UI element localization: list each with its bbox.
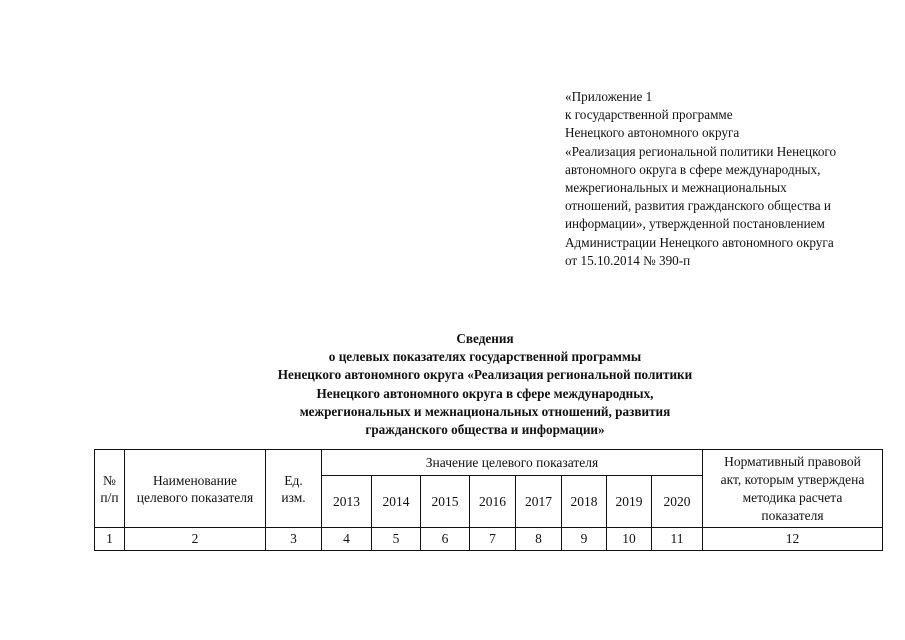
header-year: 2019 xyxy=(607,476,652,528)
appendix-line: «Приложение 1 xyxy=(565,89,653,104)
heading-line: межрегиональных и межнациональных отношений, развития xyxy=(299,403,671,419)
header-year: 2016 xyxy=(470,476,516,528)
header-year: 2015 xyxy=(421,476,470,528)
appendix-line: отношений, развития гражданского общества и xyxy=(565,198,831,214)
appendix-line: межрегиональных и межнациональных xyxy=(565,180,787,196)
header-year: 2017 xyxy=(516,476,562,528)
heading-line: Ненецкого автономного округа «Реализация региональной политики xyxy=(277,367,693,383)
heading-title: Сведения xyxy=(456,331,514,346)
header-number: № п/п xyxy=(95,450,125,528)
appendix-line: автономного округа в сфере международных, xyxy=(565,161,821,177)
appendix-line: от 15.10.2014 № 390-п xyxy=(565,252,691,268)
header-year: 2020 xyxy=(652,476,703,528)
header-legal-act: Нормативный правовой акт, которым утверждена методика расчета показателя xyxy=(703,450,883,528)
appendix-line: к государственной программе xyxy=(565,107,733,123)
column-number-cell: 8 xyxy=(516,528,562,551)
header-year: 2014 xyxy=(372,476,421,528)
indicators-table xyxy=(94,449,883,551)
heading-line: о целевых показателях государственной программы xyxy=(328,349,642,365)
header-value-group: Значение целевого показателя xyxy=(322,450,703,476)
column-number-cell: 1 xyxy=(95,528,125,551)
appendix-line: Ненецкого автономного округа xyxy=(565,125,740,141)
heading-line: гражданского общества и информации» xyxy=(365,422,605,438)
column-number-cell: 9 xyxy=(562,528,607,551)
column-number-cell: 5 xyxy=(372,528,421,551)
column-number-cell: 6 xyxy=(421,528,470,551)
header-unit: Ед. изм. xyxy=(266,450,322,528)
appendix-line: Администрации Ненецкого автономного округа xyxy=(565,234,834,250)
column-number-cell: 10 xyxy=(607,528,652,551)
header-indicator-name: Наименование целевого показателя xyxy=(125,450,266,528)
column-number-cell: 4 xyxy=(322,528,372,551)
column-number-cell: 11 xyxy=(652,528,703,551)
document-heading xyxy=(180,330,790,439)
numbering-row xyxy=(95,528,883,551)
appendix-line: информации», утвержденной постановлением xyxy=(565,216,825,232)
header-year: 2013 xyxy=(322,476,372,528)
heading-line: Ненецкого автономного округа в сфере международных, xyxy=(316,385,654,401)
appendix-line: «Реализация региональной политики Ненецкого xyxy=(565,143,837,159)
column-number-cell: 2 xyxy=(125,528,266,551)
column-number-cell: 3 xyxy=(266,528,322,551)
header-year: 2018 xyxy=(562,476,607,528)
column-number-cell: 12 xyxy=(703,528,883,551)
column-number-cell: 7 xyxy=(470,528,516,551)
appendix-note xyxy=(565,88,895,270)
